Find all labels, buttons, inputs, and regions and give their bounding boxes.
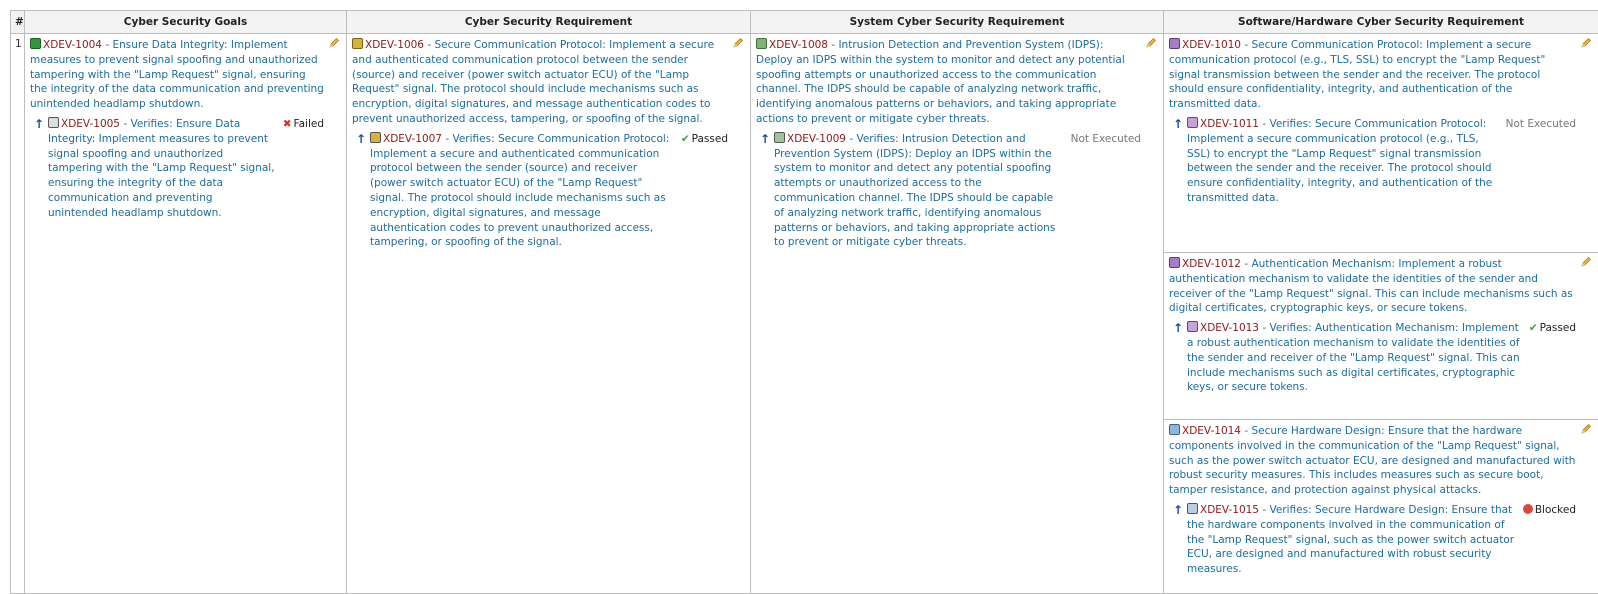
verification-row	[352, 132, 728, 250]
status-passed	[673, 132, 728, 250]
trace-up-arrow-icon[interactable]: ↑	[30, 117, 48, 221]
verification-text	[370, 132, 673, 250]
item-id-link[interactable]: XDEV-1004	[43, 39, 102, 51]
status-not-executed: Not Executed	[1063, 132, 1141, 250]
test-id-link[interactable]: XDEV-1013	[1200, 322, 1259, 334]
test-id-link[interactable]: XDEV-1015	[1200, 504, 1259, 516]
pencil-icon[interactable]	[1580, 256, 1592, 268]
hardware-requirement-icon	[1169, 424, 1180, 435]
test-summary-link[interactable]: - Verifies: Intrusion Detection and Prevention System (IDPS): Deploy an IDPS within the system to monitor and detect any potential spoofing attempts or unauthorized access to the communication channel. The IDPS should be capable of analyzing network traffic, identifying anomalous patterns or behaviors, and taking appropriate actions to prevent or mitigate cyber threats.	[774, 133, 1055, 249]
traceability-table-container	[10, 10, 1598, 594]
pencil-icon[interactable]	[1145, 37, 1157, 49]
verification-text	[48, 117, 275, 221]
software-requirement-icon	[1169, 38, 1180, 49]
col-header-sw-hw-cyber-security-requirement[interactable]: Software/Hardware Cyber Security Requirement	[1164, 11, 1598, 34]
pencil-icon[interactable]	[328, 37, 340, 49]
status-blocked	[1515, 503, 1576, 577]
test-case-icon	[774, 132, 785, 143]
status-label: Failed	[294, 118, 324, 130]
sw-hw-requirement-item	[1164, 420, 1598, 583]
verification-row	[1169, 117, 1576, 206]
verification-row	[756, 132, 1141, 250]
security-goal-icon	[30, 38, 41, 49]
test-case-icon	[1187, 117, 1198, 128]
status-failed	[275, 117, 324, 221]
goal-cell	[25, 34, 347, 594]
pencil-icon[interactable]	[1580, 37, 1592, 49]
status-passed	[1521, 321, 1576, 395]
test-id-link[interactable]: XDEV-1007	[383, 133, 442, 145]
system-requirement-icon	[756, 38, 767, 49]
header-row	[11, 11, 1598, 34]
item-summary-link[interactable]: - Secure Communication Protocol: Implement a secure and authenticated communication protocol between the sender (source) and receiver (power switch actuator ECU) of the "Lamp Request" signal. The protocol should include mechanisms such as encryption, digital signatures, and message authentication codes to prevent unauthorized access, tampering, or spoofing of the signal.	[352, 39, 714, 125]
item-summary-link[interactable]: - Authentication Mechanism: Implement a robust authentication mechanism to validate the identities of the sender and receiver of the "Lamp Request" signal. This can include mechanisms such as digital certificates, cryptographic keys, or secure tokens.	[1169, 258, 1573, 314]
item-id-link[interactable]: XDEV-1010	[1182, 39, 1241, 51]
trace-up-arrow-icon[interactable]: ↑	[1169, 503, 1187, 577]
failed-x-icon: ✖	[283, 118, 292, 130]
verification-row	[1169, 503, 1576, 577]
pencil-icon[interactable]	[1580, 423, 1592, 435]
trace-up-arrow-icon[interactable]: ↑	[1169, 321, 1187, 395]
row-number: 1	[11, 34, 25, 594]
sw-hw-requirement-item	[1164, 253, 1598, 420]
test-case-icon	[1187, 321, 1198, 332]
test-summary-link[interactable]: - Verifies: Secure Communication Protocol: Implement a secure and authenticated communication protocol between the sender (source) and receiver (power switch actuator ECU) of the "Lamp Request" signal. The protocol should include mechanisms such as encryption, digital signatures, and message authentication codes to prevent unauthorized access, tampering, or spoofing of the signal.	[370, 133, 669, 249]
test-case-icon	[370, 132, 381, 143]
sw-hw-requirement-cell	[1164, 34, 1598, 594]
system-requirement-cell	[751, 34, 1164, 594]
verification-text	[1187, 321, 1521, 395]
table-row	[11, 34, 1598, 594]
status-label: Passed	[1540, 322, 1576, 334]
test-summary-link[interactable]: - Verifies: Secure Hardware Design: Ensure that the hardware components involved in the communication of the "Lamp Request" signal, such as the power switch actuator ECU, are designed and manufactured with robust security measures.	[1187, 504, 1514, 575]
status-label: Passed	[692, 133, 728, 145]
col-header-number[interactable]: #	[11, 11, 25, 34]
requirement-item	[347, 34, 750, 256]
item-id-link[interactable]: XDEV-1008	[769, 39, 828, 51]
item-summary-link[interactable]: - Secure Hardware Design: Ensure that the hardware components involved in the communication of the "Lamp Request" signal, such as the power switch actuator ECU, are designed and manufactured with robust security measures. This includes measures such as secure boot, tamper resistance, and protection against physical attacks.	[1169, 425, 1575, 496]
verification-row	[30, 117, 324, 221]
item-summary-link[interactable]: - Secure Communication Protocol: Implement a secure communication protocol (e.g., TLS, SSL) to encrypt the "Lamp Request" signal transmission between the sender and the receiver. The protocol should ensure confidentiality, integrity, and authentication of the transmitted data.	[1169, 39, 1545, 110]
goal-item	[25, 34, 346, 227]
status-label: Blocked	[1535, 504, 1576, 516]
test-summary-link[interactable]: - Verifies: Authentication Mechanism: Implement a robust authentication mechanism to validate the identities of the sender and receiver of the "Lamp Request" signal. This can include mechanisms such as digital certificates, cryptographic keys, or secure tokens.	[1187, 322, 1520, 393]
sw-hw-requirement-item	[1164, 34, 1598, 253]
verification-text	[1187, 117, 1498, 206]
item-summary-link[interactable]: - Intrusion Detection and Prevention System (IDPS): Deploy an IDPS within the system to monitor and detect any potential spoofing attempts or unauthorized access to the communication channel. The IDPS should be capable of analyzing network traffic, identifying anomalous patterns or behaviors, and taking appropriate actions to prevent or mitigate cyber threats.	[756, 39, 1125, 125]
col-header-system-cyber-security-requirement[interactable]: System Cyber Security Requirement	[751, 11, 1164, 34]
passed-check-icon: ✔	[681, 133, 690, 145]
test-summary-link[interactable]: - Verifies: Secure Communication Protocol: Implement a secure communication protocol (e.g., TLS, SSL) to encrypt the "Lamp Request" signal transmission between the sender and the receiver. The protocol should ensure confidentiality, integrity, and authentication of the transmitted data.	[1187, 118, 1492, 204]
verification-text	[1187, 503, 1515, 577]
pencil-icon[interactable]	[732, 37, 744, 49]
test-id-link[interactable]: XDEV-1005	[61, 118, 120, 130]
test-case-icon	[1187, 503, 1198, 514]
verification-row	[1169, 321, 1576, 395]
trace-up-arrow-icon[interactable]: ↑	[352, 132, 370, 250]
col-header-cyber-security-goals[interactable]: Cyber Security Goals	[25, 11, 347, 34]
item-id-link[interactable]: XDEV-1012	[1182, 258, 1241, 270]
item-summary-link[interactable]: - Ensure Data Integrity: Implement measures to prevent signal spoofing and unauthorized tampering with the "Lamp Request" signal, ensuring the integrity of the data communication and preventing unintended headlamp shutdown.	[30, 39, 324, 110]
test-id-link[interactable]: XDEV-1011	[1200, 118, 1259, 130]
test-case-icon	[48, 117, 59, 128]
test-summary-link[interactable]: - Verifies: Ensure Data Integrity: Implement measures to prevent signal spoofing and unauthorized tampering with the "Lamp Request" signal, ensuring the integrity of the data communication and preventing unintended headlamp shutdown.	[48, 118, 275, 219]
traceability-table	[10, 10, 1598, 594]
verification-text	[774, 132, 1063, 250]
software-requirement-icon	[1169, 257, 1180, 268]
status-not-executed: Not Executed	[1498, 117, 1576, 206]
col-header-cyber-security-requirement[interactable]: Cyber Security Requirement	[347, 11, 751, 34]
system-requirement-item	[751, 34, 1163, 256]
requirement-icon	[352, 38, 363, 49]
test-id-link[interactable]: XDEV-1009	[787, 133, 846, 145]
requirement-cell	[347, 34, 751, 594]
blocked-dot-icon	[1523, 504, 1533, 514]
trace-up-arrow-icon[interactable]: ↑	[1169, 117, 1187, 206]
trace-up-arrow-icon[interactable]: ↑	[756, 132, 774, 250]
item-id-link[interactable]: XDEV-1006	[365, 39, 424, 51]
passed-check-icon: ✔	[1529, 322, 1538, 334]
item-id-link[interactable]: XDEV-1014	[1182, 425, 1241, 437]
